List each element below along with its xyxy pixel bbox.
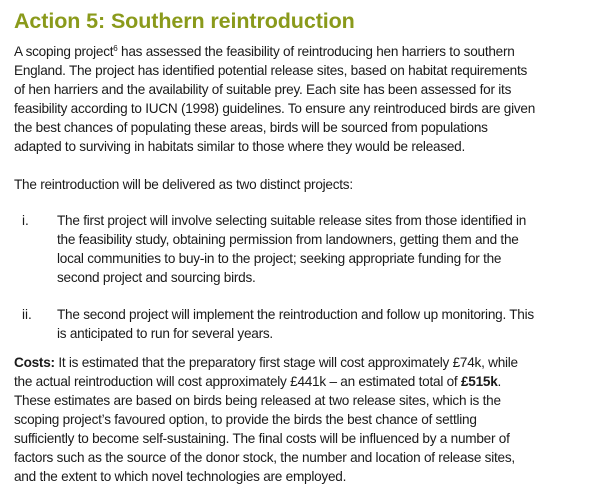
intro-line: of hen harriers and the availability of suitable prey. Each site has been assessed for its (14, 82, 512, 97)
list-item-line: the feasibility study, obtaining permission from landowners, getting them and the (57, 232, 519, 247)
costs-line: sufficiently to become self-sustaining. The final costs will be influenced by a number of (14, 431, 510, 446)
list-item-line: is anticipated to run for several years. (57, 326, 273, 341)
list-item-line: The first project will involve selecting suitable release sites from those identified in (57, 213, 527, 228)
costs-line (14, 374, 501, 390)
list-numeral: ii. (22, 307, 32, 322)
list-item-line: local communities to buy-in to the project; seeking appropriate funding for the (57, 251, 502, 266)
costs-text: It is estimated that the preparatory first stage will cost approximately £74k, while (54, 355, 518, 370)
intro-line: the best chances of populating these areas, birds will be sourced from populations (14, 120, 488, 135)
costs-label: Costs: (14, 355, 55, 370)
costs-text: the actual reintroduction will cost approximately £441k – an estimated total of (14, 374, 461, 389)
intro-line: England. The project has identified potential release sites, based on habitat requirements (14, 63, 528, 78)
costs-line: These estimates are based on birds being released at two release sites, which is the (14, 393, 501, 408)
list-item-line: The second project will implement the reintroduction and follow up monitoring. This (57, 307, 534, 322)
costs-text: . (497, 374, 502, 389)
section-heading: Action 5: Southern reintroduction (14, 9, 355, 33)
intro-text: A scoping project (14, 44, 114, 59)
costs-line (14, 355, 518, 371)
projects-intro: The reintroduction will be delivered as two distinct projects: (14, 177, 353, 192)
list-item-line: second project and sourcing birds. (57, 270, 256, 285)
intro-line: feasibility according to IUCN (1998) guidelines. To ensure any reintroduced birds are given (14, 101, 536, 116)
costs-line: scoping project’s favoured option, to provide the birds the best chance of settling (14, 412, 477, 427)
intro-line (14, 44, 515, 60)
list-numeral: i. (22, 213, 29, 228)
footnote-ref[interactable]: 6 (113, 44, 118, 53)
costs-total: £515k (460, 374, 498, 389)
costs-line: and the extent to which novel technologies are employed. (14, 469, 347, 484)
intro-line: adapted to surviving in habitats similar to those where they would be released. (14, 139, 466, 154)
costs-line: factors such as the source of the donor stock, the number and location of release sites, (14, 450, 515, 465)
intro-text: has assessed the feasibility of reintroducing hen harriers to southern (117, 44, 515, 59)
